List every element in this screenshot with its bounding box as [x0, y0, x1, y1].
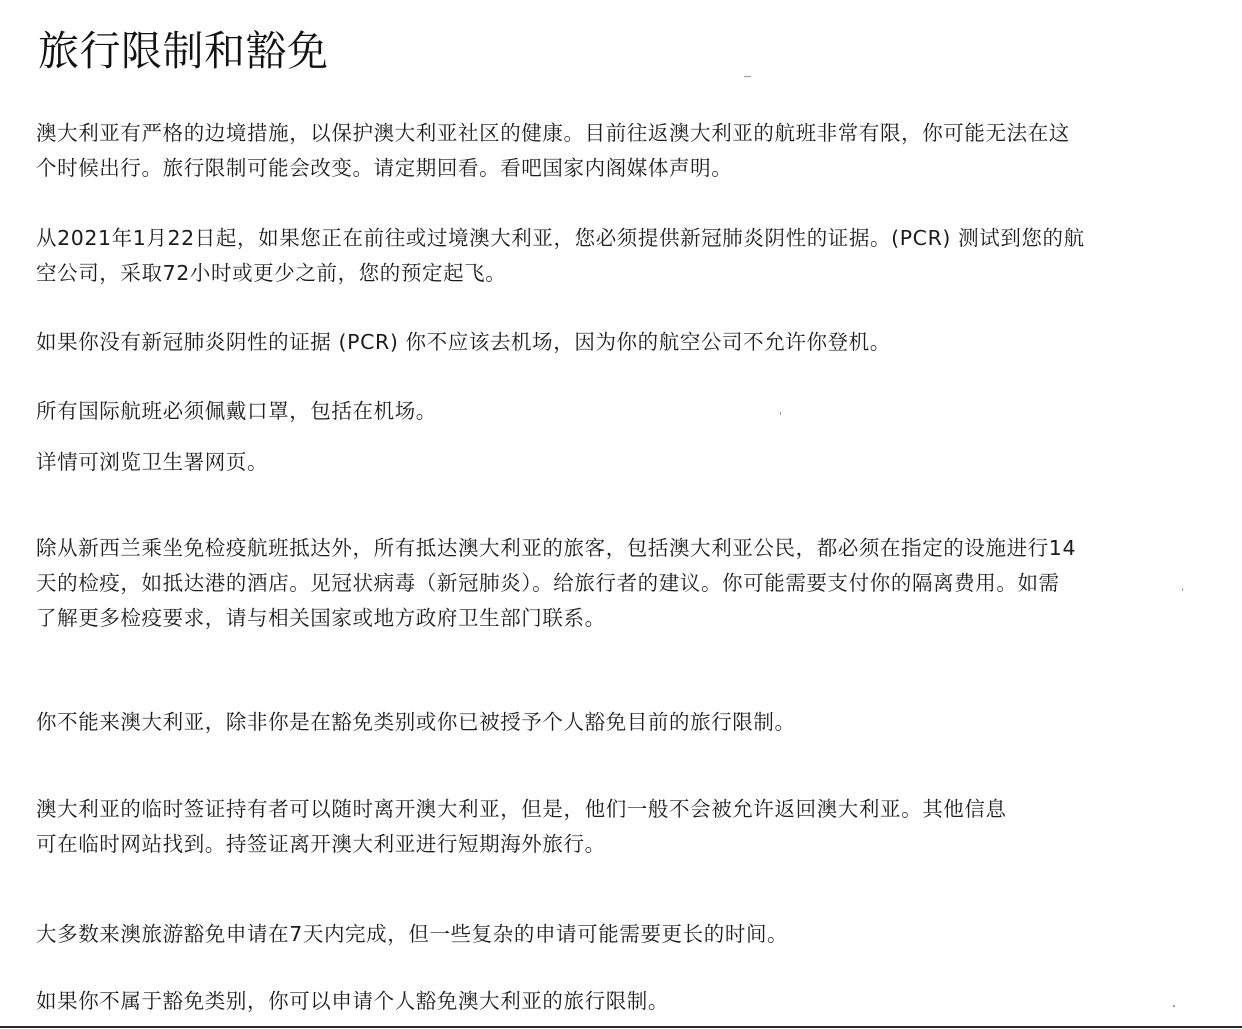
scan-speck — [1173, 1005, 1175, 1007]
paragraph-quarantine — [36, 531, 1196, 636]
scan-speck — [1182, 588, 1183, 591]
scan-speck — [780, 412, 781, 415]
paragraph-temporary-visa — [36, 792, 1196, 862]
paragraph-masks — [36, 394, 1196, 429]
paragraph-line: 如果你没有新冠肺炎阴性的证据 (PCR) 你不应该去机场，因为你的航空公司不允许你登机。 — [36, 330, 891, 354]
paragraph-line: 空公司，采取72小时或更少之前，您的预定起飞。 — [36, 261, 507, 285]
paragraph-line: 大多数来澳旅游豁免申请在7天内完成，但一些复杂的申请可能需要更长的时间。 — [36, 922, 789, 946]
paragraph-line: 从2021年1月22日起，如果您正在前往或过境澳大利亚，您必须提供新冠肺炎阴性的证据。(PCR) 测试到您的航 — [36, 226, 1085, 250]
paragraph-exemption-category — [36, 705, 1196, 740]
paragraph-line: 个时候出行。旅行限制可能会改变。请定期回看。看吧国家内阁媒体声明。 — [36, 156, 733, 180]
paragraph-no-pcr — [36, 325, 1196, 360]
paragraph-border-measures — [36, 116, 1196, 186]
paragraph-line: 详情可浏览卫生署网页。 — [36, 450, 269, 474]
paragraph-line: 如果你不属于豁免类别，你可以申请个人豁免澳大利亚的旅行限制。 — [36, 989, 669, 1013]
paragraph-line: 你不能来澳大利亚，除非你是在豁免类别或你已被授予个人豁免目前的旅行限制。 — [36, 710, 796, 734]
paragraph-pcr-requirement — [36, 221, 1196, 291]
paragraph-line: 所有国际航班必须佩戴口罩，包括在机场。 — [36, 399, 437, 423]
paragraph-line: 澳大利亚有严格的边境措施，以保护澳大利亚社区的健康。目前往返澳大利亚的航班非常有限，你可能无法在这 — [36, 121, 1070, 145]
paragraph-line: 除从新西兰乘坐免检疫航班抵达外，所有抵达澳大利亚的旅客，包括澳大利亚公民，都必须在指定的设施进行14 — [36, 536, 1077, 560]
paragraph-line: 可在临时网站找到。持签证离开澳大利亚进行短期海外旅行。 — [36, 832, 606, 856]
paragraph-line: 澳大利亚的临时签证持有者可以随时离开澳大利亚，但是，他们一般不会被允许返回澳大利亚。其他信息 — [36, 797, 1007, 821]
scan-speck — [744, 76, 751, 77]
paragraph-processing-time — [36, 917, 1196, 952]
bottom-rule — [0, 1026, 1242, 1028]
page-title: 旅行限制和豁免 — [38, 27, 329, 75]
paragraph-line: 了解更多检疫要求，请与相关国家或地方政府卫生部门联系。 — [36, 606, 606, 630]
paragraph-health-website — [36, 445, 1196, 480]
paragraph-individual-exemption — [36, 984, 1196, 1019]
paragraph-line: 天的检疫，如抵达港的酒店。见冠状病毒（新冠肺炎）。给旅行者的建议。你可能需要支付你的隔离费用。如需 — [36, 571, 1060, 595]
